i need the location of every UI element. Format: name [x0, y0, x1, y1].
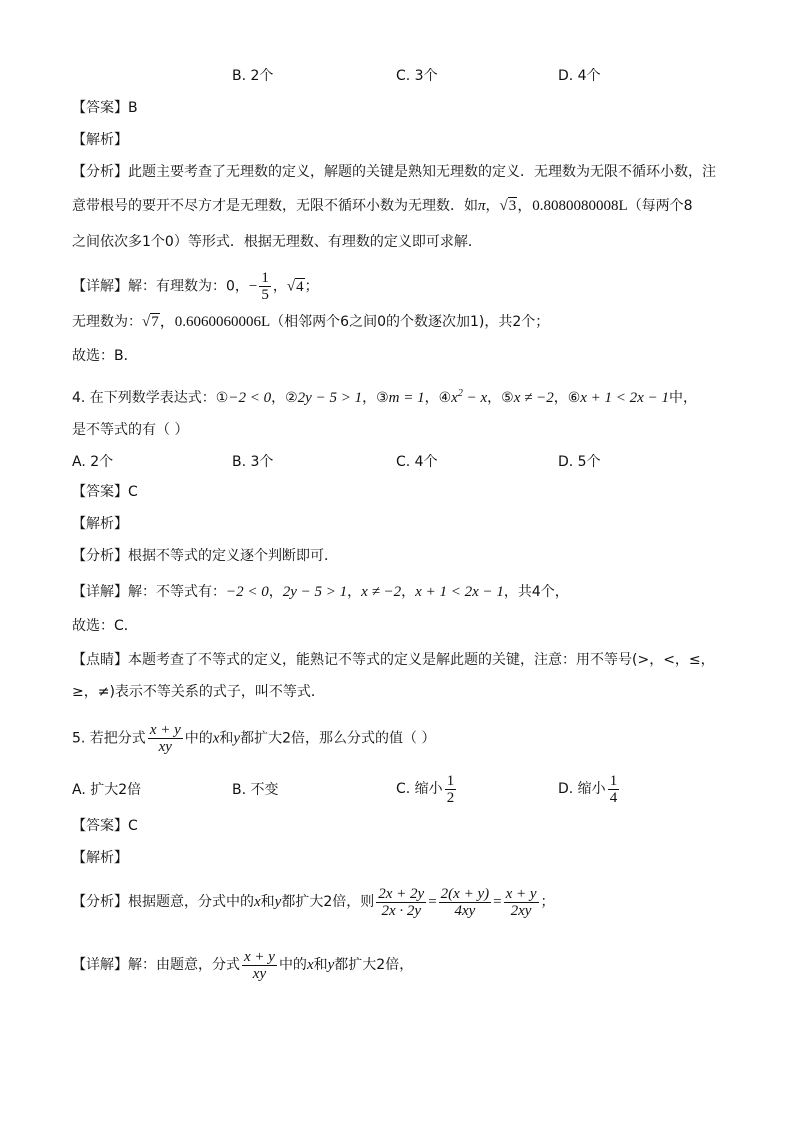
irrational-end: （相邻两个6之间0的个数逐次加1)，共2个；: [270, 314, 550, 330]
q4-dianjing-line2: ≥，≠)表示不等关系的式子，叫不等式．: [72, 684, 325, 700]
separator: ；: [304, 278, 319, 295]
ineq-3: x ≠ −2: [361, 584, 402, 600]
var-x: x: [212, 730, 220, 747]
xiangjie-text: 解：由题意，分式: [128, 957, 240, 973]
decimal-value: ，0.6060060006: [159, 314, 261, 330]
xiangjie-text: 中的: [278, 957, 307, 973]
pi-symbol: π: [478, 198, 486, 214]
equals-sign: =: [493, 894, 502, 910]
xiangjie-tag: 【详解】: [72, 278, 128, 295]
var-y: y: [233, 730, 241, 747]
label-3: ，③: [362, 390, 389, 406]
separator: ，: [347, 584, 362, 600]
expr-5: x ≠ −2: [513, 390, 554, 406]
var-x: x: [306, 957, 314, 973]
q3-fenxi-line1: [72, 162, 716, 182]
expr-4: $x^2 - x$: [451, 388, 488, 406]
q3-analysis-tag: 【解析】: [72, 132, 128, 148]
ineq-2: 2y − 5 > 1: [282, 584, 348, 600]
q5-analysis-tag: 【解析】: [72, 850, 128, 866]
stem-end: 都扩大2倍，那么分式的值（ ）: [240, 730, 436, 747]
fraction-g3: $\frac{x + y}{2xy}$: [505, 885, 537, 919]
separator: ，: [268, 584, 283, 600]
xiangjie-tag: 【详解】: [72, 957, 128, 973]
fraction-quarter: $\frac{1}{4}$: [609, 772, 618, 806]
q4-analysis-tag: 【解析】: [72, 516, 128, 532]
var-y: y: [274, 894, 282, 910]
fenxi-text: 根据题意，分式中的: [128, 894, 254, 910]
q4-stem-line2: 是不等式的有（ ）: [72, 422, 189, 438]
sqrt-4: √4: [286, 278, 304, 295]
option-d: D. 4个: [558, 68, 601, 84]
answer-value: C: [128, 818, 138, 834]
decimal-value: ，0.8080080008: [517, 198, 619, 214]
answer-value: C: [128, 484, 138, 500]
q5-option-d: [558, 772, 621, 806]
rational-prefix: 解：有理数为：0，: [128, 278, 249, 295]
dianjing-text: 本题考查了不等式的定义，能熟记不等式的定义是解此题的关键，注意：用不等号(>，<，≤，: [128, 652, 715, 668]
minus-sign: −: [248, 278, 258, 295]
expr-1: −2 < 0: [228, 390, 272, 406]
label-2: ，②: [271, 390, 298, 406]
sqrt-7: √7: [142, 314, 159, 330]
xiangjie-prefix: 解：不等式有：: [128, 584, 226, 600]
q4-dianjing-line1: [72, 650, 715, 670]
sqrt-3: √3: [499, 198, 517, 214]
fraction-one-fifth: $\frac{1}{5}$: [261, 270, 269, 303]
q3-fenxi-line2: [72, 196, 693, 216]
q5-option-b: B. 不变: [232, 782, 279, 798]
separator: ；: [540, 894, 555, 910]
xiangjie-end: ，共4个，: [503, 584, 569, 600]
fenxi-tag: 【分析】: [72, 164, 128, 180]
q5-option-a: A. 扩大2倍: [72, 782, 142, 798]
xiangjie-end: 都扩大2倍，: [334, 957, 414, 973]
q3-conclusion: 故选：B．: [72, 348, 138, 364]
q5-xiangjie: [72, 948, 413, 982]
expr-2: 2y − 5 > 1: [297, 390, 363, 406]
xiangjie-tag: 【详解】: [72, 584, 128, 600]
option-text: D. 缩小: [558, 781, 606, 797]
q4-stem-line1: [72, 384, 697, 408]
q4-option-c: C. 4个: [396, 454, 438, 470]
answer-tag: 【答案】: [72, 818, 128, 834]
expr-3: m = 1: [388, 390, 425, 406]
q5-option-c: [396, 772, 458, 806]
stem-text: 4. 在下列数学表达式：①: [72, 390, 229, 406]
equals-sign: =: [428, 894, 437, 910]
q4-answer: [72, 482, 138, 502]
fenxi-text: 此题主要考查了无理数的定义，解题的关键是熟知无理数的定义．无理数为无限不循环小数，注: [128, 164, 716, 180]
fraction-half: $\frac{1}{2}$: [446, 772, 455, 806]
xiangjie-text: 和: [313, 957, 328, 973]
irrational-prefix: 无理数为：: [72, 314, 142, 330]
q5-stem: [72, 722, 435, 755]
ineq-1: −2 < 0: [226, 584, 269, 600]
option-b: B. 2个: [232, 68, 274, 84]
ellipsis-mark: L: [261, 314, 271, 330]
q4-option-a: A. 2个: [72, 454, 114, 470]
expr-6: x + 1 < 2x − 1: [580, 390, 669, 406]
fraction-g2: $\frac{2(x + y)}{4xy}$: [440, 885, 490, 919]
q3-answer: [72, 98, 138, 118]
q4-option-d: D. 5个: [558, 454, 601, 470]
option-text: C. 缩小: [396, 781, 443, 797]
separator: ，: [485, 198, 500, 214]
separator: ，: [272, 278, 287, 295]
q3-rational: [72, 270, 319, 303]
fenxi-text: 根据不等式的定义逐个判断即可．: [128, 548, 338, 564]
label-5: ，⑤: [487, 390, 514, 406]
fenxi-text: 都扩大2倍，则: [281, 894, 375, 910]
separator: ，: [401, 584, 416, 600]
fenxi-tag: 【分析】: [72, 894, 128, 910]
stem-end: 中，: [668, 390, 697, 406]
q3-irrational: [72, 312, 549, 332]
q5-answer: [72, 816, 138, 836]
fenxi-text: （每两个8: [627, 198, 693, 214]
label-6: ，⑥: [553, 390, 581, 406]
fenxi-text: 和: [260, 894, 275, 910]
q4-conclusion: 故选：C．: [72, 618, 138, 634]
fraction-h: $\frac{x + y}{xy}$: [244, 948, 275, 982]
fenxi-tag: 【分析】: [72, 548, 128, 564]
var-y: y: [327, 957, 335, 973]
ellipsis-mark: L: [618, 198, 628, 214]
fraction-g1: $\frac{2x + 2y}{2x \cdot 2y}$: [378, 885, 425, 919]
q4-fenxi: [72, 546, 338, 566]
fraction-stem: $\frac{x + y}{xy}$: [149, 722, 181, 755]
fenxi-text: 意带根号的要开不尽方才是无理数，无限不循环小数为无理数．如: [72, 198, 478, 214]
stem-text: 中的: [184, 730, 213, 747]
q3-fenxi-line3: 之间依次多1个0）等形式．根据无理数、有理数的定义即可求解．: [72, 234, 482, 250]
q5-fenxi: [72, 884, 555, 920]
ineq-4: x + 1 < 2x − 1: [415, 584, 504, 600]
label-4: ，④: [424, 390, 452, 406]
option-c: C. 3个: [396, 68, 438, 84]
dianjing-tag: 【点睛】: [72, 652, 128, 668]
answer-value: B: [128, 100, 138, 116]
stem-text: 5. 若把分式: [72, 730, 146, 747]
var-x: x: [254, 894, 261, 910]
stem-text: 和: [219, 730, 234, 747]
q4-xiangjie: [72, 582, 569, 602]
q4-option-b: B. 3个: [232, 454, 274, 470]
answer-tag: 【答案】: [72, 100, 128, 116]
answer-tag: 【答案】: [72, 484, 128, 500]
